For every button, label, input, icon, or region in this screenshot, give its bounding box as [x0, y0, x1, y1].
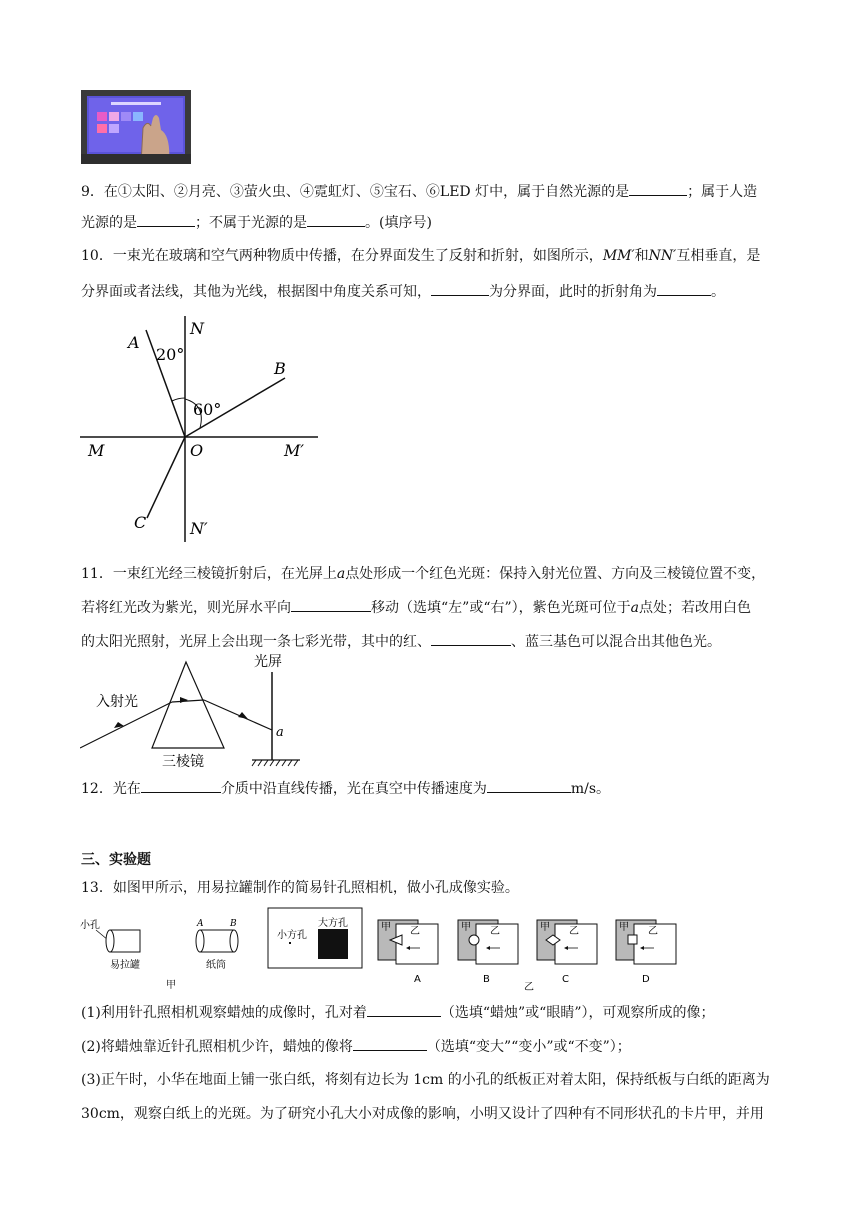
q13-text: （选填“蜡烛”或“眼睛”），可观察所成的像；	[440, 1005, 715, 1021]
point-a-label: a	[276, 725, 284, 740]
ray-c	[147, 437, 185, 518]
answer-blank[interactable]	[137, 212, 195, 227]
q10-line2	[81, 281, 725, 302]
q11-text: 移动（选填“左”或“右”），紫色光斑可位于	[371, 600, 631, 616]
q13-text: (2)将蜡烛靠近针孔照相机少许，蜡烛的像将	[81, 1039, 353, 1055]
q12-text: m/s。	[570, 781, 611, 797]
tube-b-label: B	[230, 919, 237, 929]
circle-hole-icon	[469, 935, 479, 945]
answer-blank[interactable]	[141, 778, 221, 793]
angle-60-label: 60°	[193, 400, 222, 419]
label-b: B	[274, 359, 286, 378]
answer-blank[interactable]	[307, 212, 365, 227]
can-end	[106, 930, 114, 952]
option-d-label: D	[642, 974, 650, 985]
q10-text: 互相垂直，是	[676, 248, 761, 264]
q11-point-a: a	[630, 600, 639, 616]
q11-text: 点处；若改用白色	[639, 600, 751, 616]
tube-a-label: A	[197, 919, 204, 929]
q11-text: 点处形成一个红色光斑：保持入射光位置、方向及三棱镜位置不变，	[345, 566, 766, 582]
label-a: A	[128, 333, 140, 352]
q10-line1	[81, 246, 760, 266]
incident-label: 入射光	[96, 694, 138, 710]
q11-line3	[81, 631, 721, 652]
card-jia-label: 甲	[540, 922, 550, 933]
q11-text: 、蓝三基色可以混合出其他色光。	[511, 634, 721, 650]
q12-line	[81, 778, 610, 799]
card-yi-label: 乙	[648, 926, 658, 937]
tube-label: 纸筒	[206, 960, 226, 971]
q11-point-a: a	[336, 566, 346, 582]
arrow-icon	[180, 697, 188, 703]
q10-mm: MM′	[602, 248, 635, 264]
answer-blank[interactable]	[431, 631, 511, 646]
figure-yi-label: 乙	[524, 982, 534, 992]
label-m-prime: M′	[284, 441, 305, 460]
q11-text: 若将红光改为紫光，则光屏水平向	[81, 600, 291, 616]
label-o: O	[190, 441, 204, 460]
card-jia-label: 甲	[381, 922, 391, 933]
small-hole-label: 小方孔	[277, 930, 307, 941]
small-square-hole	[289, 942, 291, 944]
square-hole-icon	[628, 935, 637, 944]
answer-blank[interactable]	[291, 597, 371, 612]
q13-part1	[81, 1002, 714, 1023]
tube-body	[200, 930, 234, 952]
option-c-figure	[537, 920, 597, 985]
prism-triangle	[152, 662, 224, 748]
big-hole-label: 大方孔	[318, 918, 348, 929]
q13-part3-line2: 30cm，观察白纸上的光斑。为了研究小孔大小对成像的影响，小明又设计了四种有不同形状孔的卡片甲，并用	[81, 1106, 764, 1122]
q11-line1	[81, 564, 765, 584]
option-b-label: B	[483, 974, 490, 985]
q9-text: 9．在①太阳、②月亮、③萤火虫、④霓虹灯、⑤宝石、⑥LED 灯中，属于自然光源的是	[81, 184, 630, 200]
ground-hatch	[252, 760, 298, 766]
answer-blank[interactable]	[353, 1036, 427, 1051]
q11-prism-diagram	[80, 650, 320, 772]
q10-text: 为分界面，此时的折射角为	[489, 284, 657, 300]
q13-pinhole-figure	[80, 906, 690, 992]
answer-blank[interactable]	[657, 281, 711, 296]
card-jia-label: 甲	[619, 922, 629, 933]
q13-text: （选填“变大”“变小”或“不变”）；	[426, 1039, 631, 1055]
tube-end	[196, 930, 204, 952]
prism-label: 三棱镜	[162, 754, 204, 770]
option-a-figure	[378, 920, 438, 985]
label-n-prime: N′	[190, 519, 208, 538]
q10-refraction-diagram	[80, 310, 330, 550]
q10-text: 分界面或者法线，其他为光线，根据图中角度关系可知，	[81, 284, 431, 300]
answer-blank[interactable]	[629, 181, 687, 196]
q9-text: ；不属于光源的是	[195, 215, 307, 231]
q13-intro: 13．如图甲所示，用易拉罐制作的简易针孔照相机，做小孔成像实验。	[81, 880, 519, 896]
can-label: 易拉罐	[110, 960, 140, 971]
q10-text: 10．一束光在玻璃和空气两种物质中传播，在分界面发生了反射和折射，如图所示，	[81, 248, 603, 264]
figure-jia-label: 甲	[166, 980, 176, 991]
card-yi-label: 乙	[410, 926, 420, 937]
q10-nn: NN′	[648, 248, 677, 264]
angle-20-label: 20°	[156, 345, 185, 364]
option-d-figure	[616, 920, 676, 985]
answer-blank[interactable]	[431, 281, 489, 296]
q9-line2	[81, 212, 432, 233]
screen-label: 光屏	[254, 654, 282, 670]
card-yi-label: 乙	[569, 926, 579, 937]
q9-line1	[81, 181, 757, 202]
q13-part2	[81, 1036, 631, 1057]
q9-text: ；属于人造	[687, 184, 758, 200]
q12-text: 12．光在	[81, 781, 141, 797]
q9-text: 。(填序号)	[365, 215, 432, 231]
label-n: N	[190, 319, 204, 338]
option-b-figure	[458, 920, 518, 985]
option-c-label: C	[562, 974, 569, 985]
q11-text: 11．一束红光经三棱镜折射后，在光屏上	[81, 566, 337, 582]
option-a-label: A	[414, 974, 421, 985]
arrow-icon	[238, 712, 248, 719]
card-jia-label: 甲	[461, 922, 471, 933]
answer-blank[interactable]	[367, 1002, 441, 1017]
q13-part3-line1: (3)正午时，小华在地面上铺一张白纸，将刻有边长为 1cm 的小孔的纸板正对着太阳，保持纸板与白纸的距离为	[81, 1072, 770, 1088]
big-square-hole	[318, 929, 348, 959]
touchscreen-photo	[81, 90, 191, 164]
label-c: C	[134, 513, 147, 532]
card-yi-label: 乙	[490, 926, 500, 937]
q10-text: 和	[634, 248, 649, 264]
section-heading: 三、实验题	[81, 852, 151, 868]
q9-text: 光源的是	[81, 215, 137, 231]
label-m: M	[88, 441, 105, 460]
answer-blank[interactable]	[487, 778, 571, 793]
tube-end	[230, 930, 238, 952]
inner-ray	[172, 700, 204, 702]
q13-text: (1)利用针孔照相机观察蜡烛的成像时，孔对着	[81, 1005, 367, 1021]
q11-line2	[81, 597, 751, 618]
hole-label: 小孔	[80, 920, 100, 931]
angle-arc-20	[172, 398, 185, 401]
q11-text: 的太阳光照射，光屏上会出现一条七彩光带，其中的红、	[81, 634, 431, 650]
q12-text: 介质中沿直线传播，光在真空中传播速度为	[220, 781, 487, 797]
q10-text: 。	[711, 284, 725, 300]
